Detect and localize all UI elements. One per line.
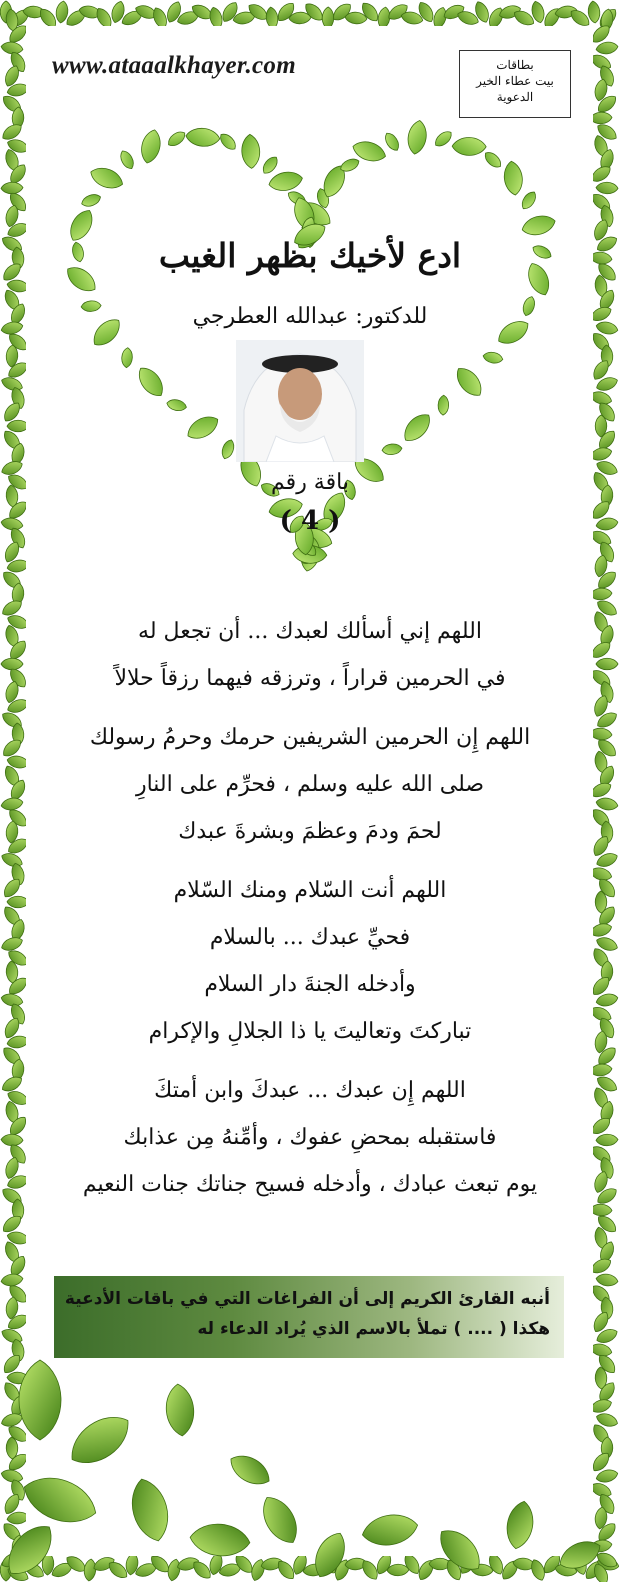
logo-line-1: بطاقات	[496, 58, 534, 72]
prayer-line: اللهم إِن الحرمين الشريفين حرمك وحرمُ رسولك	[89, 725, 531, 750]
author-name: للدكتور: عبدالله العطرجي	[192, 304, 428, 329]
frame-leaf	[0, 796, 24, 811]
heart-leaf	[382, 130, 402, 153]
prayer-line: اللهم أنت السّلام ومنك السّلام	[173, 878, 447, 903]
plant-leaf	[62, 1406, 138, 1474]
frame-leaf	[595, 516, 619, 531]
heart-leaf	[520, 212, 557, 238]
frame-leaf	[0, 1273, 23, 1287]
frame-leaf	[596, 182, 618, 194]
heart-leaf	[524, 260, 554, 298]
heart-leaf	[81, 300, 102, 312]
site-url[interactable]: www.ataaalkhayer.com	[52, 52, 296, 79]
prayer-block-3	[50, 867, 570, 1055]
heart-leaf	[399, 409, 435, 446]
heart-leaf	[62, 262, 100, 297]
plant-leaf	[432, 1522, 488, 1578]
frame-leaf	[0, 320, 24, 336]
heart-leaf	[80, 192, 102, 209]
prayer-block-2	[50, 714, 570, 855]
prayer-line: في الحرمين قراراً ، وترزقه فيهما رزقاً حلالاً	[114, 666, 506, 691]
prayer-line: صلى الله عليه وسلم ، فحرِّم على النارِ	[135, 772, 485, 797]
frame-leaf	[595, 796, 619, 811]
heart-leaf	[502, 160, 524, 196]
prayer-line: يوم تبعث عبادك ، وأدخله فسيح جناتك جنات النعيم	[82, 1172, 538, 1197]
note-line-2: هكذا ( .... ) تملأ بالاسم الذي يُراد الدعاء له	[197, 1319, 550, 1339]
heart-leaf	[482, 351, 504, 365]
plant-leaf	[225, 1449, 275, 1491]
frame-leaf	[590, 112, 613, 125]
heart-leaf	[531, 243, 554, 261]
heart-leaf	[452, 363, 487, 401]
heart-leaf	[220, 438, 237, 460]
plant-leaf	[308, 1528, 351, 1582]
logo-line-2: بيت عطاء الخير	[476, 74, 554, 88]
heart-leaf	[71, 241, 85, 263]
plant-leaf	[555, 1535, 605, 1575]
reader-note-banner	[54, 1276, 564, 1358]
heart-leaf	[267, 169, 304, 193]
frame-leaf	[1, 1134, 23, 1146]
prayer-block-4	[50, 1067, 570, 1208]
plant-leaf	[0, 1517, 61, 1582]
prayer-line: اللهم إني أسألك لعبدك ... أن تجعل له	[138, 619, 482, 644]
heart-leaf	[241, 134, 261, 169]
heart-leaf	[88, 164, 126, 193]
prayer-line: اللهم إِن عبدك ... عبدكَ وابن أمتكَ	[154, 1078, 466, 1103]
heart-leaf	[260, 154, 281, 176]
heart-leaf	[521, 295, 537, 317]
plant-leaf	[125, 1475, 174, 1546]
frame-leaf	[596, 1134, 618, 1146]
heart-leaf	[382, 443, 403, 456]
heart-leaf	[452, 137, 486, 155]
heart-leaf	[185, 127, 220, 148]
logo-line-3: الدعوية	[496, 90, 534, 104]
heart-leaf	[482, 149, 504, 170]
frame-leaf	[1, 658, 23, 670]
heart-leaf	[519, 189, 539, 211]
heart-leaf	[432, 128, 454, 149]
plant-leaves-decoration	[0, 1350, 619, 1582]
frame-leaf	[590, 1204, 613, 1217]
author-portrait	[236, 340, 364, 462]
heart-leaf	[65, 206, 97, 244]
heart-leaf	[406, 119, 429, 155]
plant-leaf	[164, 1383, 196, 1437]
heart-leaf	[166, 398, 188, 412]
prayer-line: فحيِّ عبدك ... بالسلام	[209, 925, 411, 950]
heart-leaf	[138, 128, 163, 165]
frame-leaf	[1, 182, 23, 194]
prayer-line: فاستقبله بمحضِ عفوك ، وأمِّنهُ مِن عذابك	[123, 1125, 497, 1150]
note-line-1: أنبه القارئ الكريم إلى أن الفراغات التي في باقات الأدعية	[64, 1289, 550, 1309]
plant-leaf	[17, 1468, 102, 1531]
heart-leaf	[438, 395, 449, 415]
frame-leaf	[595, 1273, 618, 1287]
heart-leaf	[121, 347, 133, 368]
plant-leaf	[503, 1499, 536, 1551]
prayer-line: وأدخله الجنةَ دار السلام	[204, 972, 416, 997]
frame-leaf	[596, 658, 618, 670]
prayer-line: لحمَ ودمَ وعظمَ وبشرةَ عبدك	[178, 819, 442, 844]
prayer-line: تباركتَ وتعاليتَ يا ذا الجلالِ والإكرام	[148, 1019, 472, 1044]
frame-leaf	[587, 0, 601, 23]
page-title: ادع لأخيك بظهر الغيب	[158, 236, 462, 275]
publisher-logo	[459, 50, 571, 118]
plant-leaf	[360, 1511, 420, 1550]
plant-leaf	[19, 1360, 61, 1440]
heart-leaf	[217, 131, 238, 153]
bouquet-number: ( 4 )	[279, 506, 341, 536]
heart-leaf	[134, 363, 169, 401]
prayer-block-1	[50, 608, 570, 702]
plant-leaf	[255, 1491, 305, 1550]
heart-leaf	[118, 149, 137, 172]
heart-leaf	[165, 129, 187, 149]
prayers-section	[50, 608, 570, 1208]
heart-leaf	[184, 412, 222, 444]
frame-leaf	[595, 41, 618, 55]
plant-leaf	[189, 1522, 252, 1559]
bouquet-label: باقة رقم	[271, 470, 349, 495]
